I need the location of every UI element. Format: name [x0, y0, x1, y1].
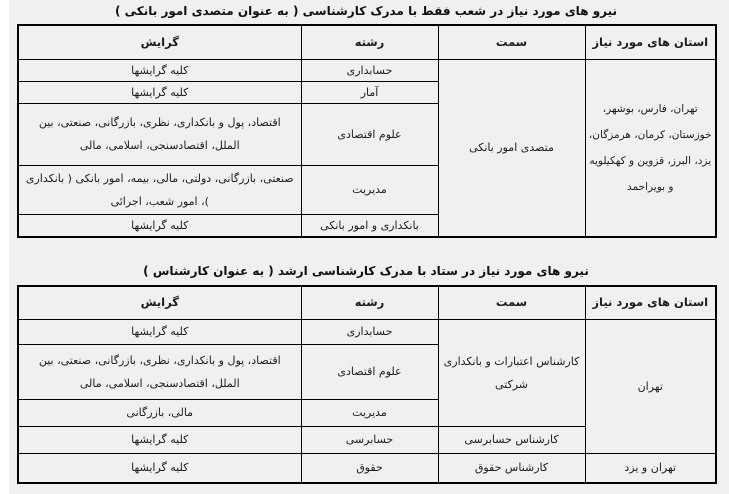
table2-title: نیرو های مورد نیاز در ستاد با مدرک کارشناسی ارشد ( به عنوان کارشناس ) — [143, 264, 589, 278]
table2-column-header-field: رشته — [301, 286, 438, 319]
table2-position-legal-cell: کارشناس حقوق — [438, 453, 585, 483]
table1-field-economics: علوم اقتصادی — [301, 103, 438, 165]
table2-position-credit-cell: کارشناس اعتبارات و بانکداری شرکتی — [438, 319, 585, 426]
table2-orientation-cell: کلیه گرایشها — [18, 319, 301, 344]
table1-orientation-cell: کلیه گرایشها — [18, 214, 301, 237]
table1-column-header-position: سمت — [438, 25, 585, 59]
table2-column-header-orientation: گرایش — [18, 286, 301, 319]
table2-field-management: مدیریت — [301, 399, 438, 426]
table1-title: نیرو های مورد نیاز در شعب فقط با مدرک کارشناسی ( به عنوان متصدی امور بانکی ) — [114, 4, 618, 18]
table2-headquarters-needs — [17, 285, 717, 484]
table2-provinces-tehran-yazd-cell: تهران و یزد — [585, 453, 716, 483]
table1-orientation-cell: اقتصاد، پول و بانکداری، نظری، بازرگانی، صنعتی، بین الملل، اقتصادسنجی، اسلامی، مالی — [18, 103, 301, 165]
table2-header-row — [18, 286, 716, 319]
table1-position-cell: متصدی امور بانکی — [438, 59, 585, 237]
table1-orientation-cell: کلیه گرایشها — [18, 81, 301, 103]
table1-column-header-provinces: استان های مورد نیاز — [585, 25, 716, 59]
table-row — [18, 319, 716, 344]
table2-position-audit-cell: کارشناس حسابرسی — [438, 426, 585, 453]
table1-provinces-cell: تهران، فارس، بوشهر، خوزستان، کرمان، هرمزگان، یزد، البرز، قزوین و کهکیلویه و بویراحمد — [585, 59, 716, 237]
table1-field-statistics: آمار — [301, 81, 438, 103]
table1-field-banking: بانکداری و امور بانکی — [301, 214, 438, 237]
table1-header-row — [18, 25, 716, 59]
table1-field-management: مدیریت — [301, 165, 438, 214]
table1-column-header-orientation: گرایش — [18, 25, 301, 59]
table-row — [18, 453, 716, 483]
table2-column-header-provinces: استان های مورد نیاز — [585, 286, 716, 319]
table2-field-accounting: حسابداری — [301, 319, 438, 344]
table1-orientation-cell: صنعتی، بازرگانی، دولتی، مالی، بیمه، امور بانکی ( بانکداری )، امور شعب، اجرائی — [18, 165, 301, 214]
table2-orientation-cell: کلیه گرایشها — [18, 453, 301, 483]
table2-column-header-position: سمت — [438, 286, 585, 319]
table2-field-economics: علوم اقتصادی — [301, 344, 438, 399]
table2-field-law: حقوق — [301, 453, 438, 483]
table2-orientation-cell: مالی، بازرگانی — [18, 399, 301, 426]
page-left-margin — [0, 0, 9, 494]
table2-orientation-cell: اقتصاد، پول و بانکداری، نظری، بازرگانی، صنعتی، بین الملل، اقتصادسنجی، اسلامی، مالی — [18, 344, 301, 399]
table2-provinces-tehran-cell: تهران — [585, 319, 716, 453]
table1-orientation-cell: کلیه گرایشها — [18, 59, 301, 81]
table-row — [18, 59, 716, 81]
table2-field-audit: حسابرسی — [301, 426, 438, 453]
table1-field-accounting: حسابداری — [301, 59, 438, 81]
table1-branches-needs — [17, 24, 717, 238]
table2-orientation-cell: کلیه گرایشها — [18, 426, 301, 453]
table1-column-header-field: رشته — [301, 25, 438, 59]
